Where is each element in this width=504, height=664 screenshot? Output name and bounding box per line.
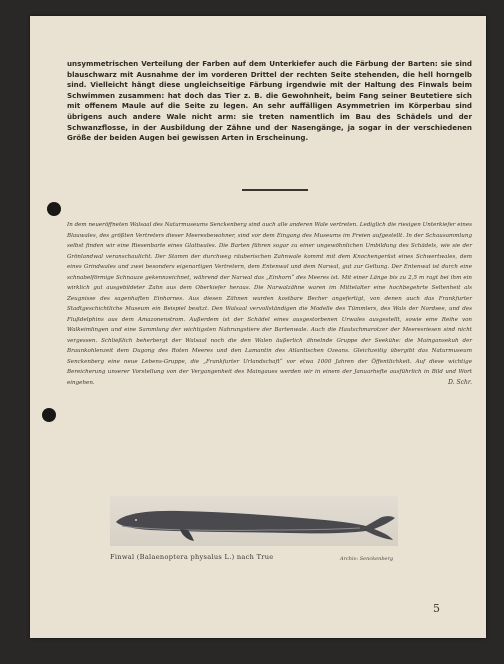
section-divider: [242, 189, 308, 191]
body-paragraph: [67, 220, 472, 388]
document-page: [30, 16, 486, 638]
punch-hole-bottom: [42, 408, 56, 422]
whale-illustration: [110, 496, 398, 546]
fin-whale-drawing: [110, 496, 398, 546]
body-text: In dem neueröffneten Walsaal des Naturmuseums Senckenberg sind auch alle anderen Wale vertreten. Lediglich die riesigen Unterkiefer eines Blauwales, des größten Vertreters dieser Meeresbewohner, sind vor dem Eingang des Museums im Freien aufgestellt. In der Schausammlung selbst finden wir eine Riesenbarte eines Glattwales. Die Barten führen sogar zu einer ungewöhnlichen Umbildung des Schädels, wie sie der Grönlandwal veranschaulicht. Der Stamm der durchweg räuberischen Zahnwale kommt mit dem Knochengerüst eines Schwertwales, dem eines Grindwales und zwei besonders eigenartigen Vertretern, dem Entenwal und dem Narwal, gut zur Geltung. Der Entenwal ist durch eine schnabelförmige Schnauze gekennzeichnet, während der Narwal das „Einhorn“ des Meeres ist. Mit einer Länge bis zu 2,5 m ragt bei ihm ein wirklich gut ausgebildeter Zahn aus dem Oberkiefer heraus. Die Narwalzähne waren im Mittelalter eine hochbegehrte Seltenheit als Zeugnisse des sagenhaften Einhornes. Aus diesen Zähnen wurden kostbare Becher angefertigt, von denen auch das Frankfurter Stadtgeschichtliche Museum ein Beispiel besitzt. Den Walsaal vervollständigen die Modelle des Tümmlers, des Wals der Nordsee, und des Flußdelphins aus dem Amazonenstrom. Außerdem ist der Schädel eines ausgestorbenen Urwales ausgestellt, sowie eine Reihe von Walkeimlingen und eine Sammlung der wichtigsten Nahrungstiere der Bartenwale. Auch die Hautschmarotzer der Meeresriesen sind nicht vergessen. Schließlich beherbergt der Walsaal noch die den Walen äußerlich ähnelnde Gruppe der Seekühe: die Maingansekuh der Braunkohlenzeit dem Dugong des Roten Meeres und den Lamantin des Atlantischen Ozeans. Gleichzeitig übergibt das Naturmuseum Senckenberg eine neue Lebens-Gruppe, die „Frankfurter Urlandschaft“ vor etwa 1000 Jahren der Öffentlichkeit. Auf diese wichtige Bereicherung unserer Vorstellung von der Vergangenheit des Maingaues werden wir in einem der Januarhefte ausführlich in Bild und Wort eingehen.: [67, 222, 472, 386]
figure-caption: Finwal (Balaenoptera physalus L.) nach True: [110, 553, 274, 561]
author-initials: D. Schr.: [448, 378, 472, 386]
page-number: 5: [433, 602, 440, 615]
image-credit: Archiv: Senckenberg: [340, 556, 394, 562]
punch-hole-top: [47, 202, 61, 216]
intro-paragraph: unsymmetrischen Verteilung der Farben auf dem Unterkiefer auch die Färbung der Barten: sie sind blauschwarz mit Ausnahme der im vorderen Drittel der rechten Seite stehenden, die hell horngelb sind. Vielleicht hängt diese ungleichseitige Färbung irgendwie mit der Haltung des Finwals beim Schwimmen zusammen: hat doch das Tier z. B. die Gewohnheit, beim Fang seiner Beutetiere sich mit offenem Maule auf die Seite zu legen. An sehr auffälligen Asymmetrien im Körperbau sind übrigens auch andere Wale nicht arm: sie treten namentlich im Bau des Schädels und der Schwanzflosse, in der Ausbildung der Zähne und der Nasengänge, ja sogar in der verschiedenen Größe der beiden Augen bei gewissen Arten in Erscheinung.: [67, 59, 472, 143]
